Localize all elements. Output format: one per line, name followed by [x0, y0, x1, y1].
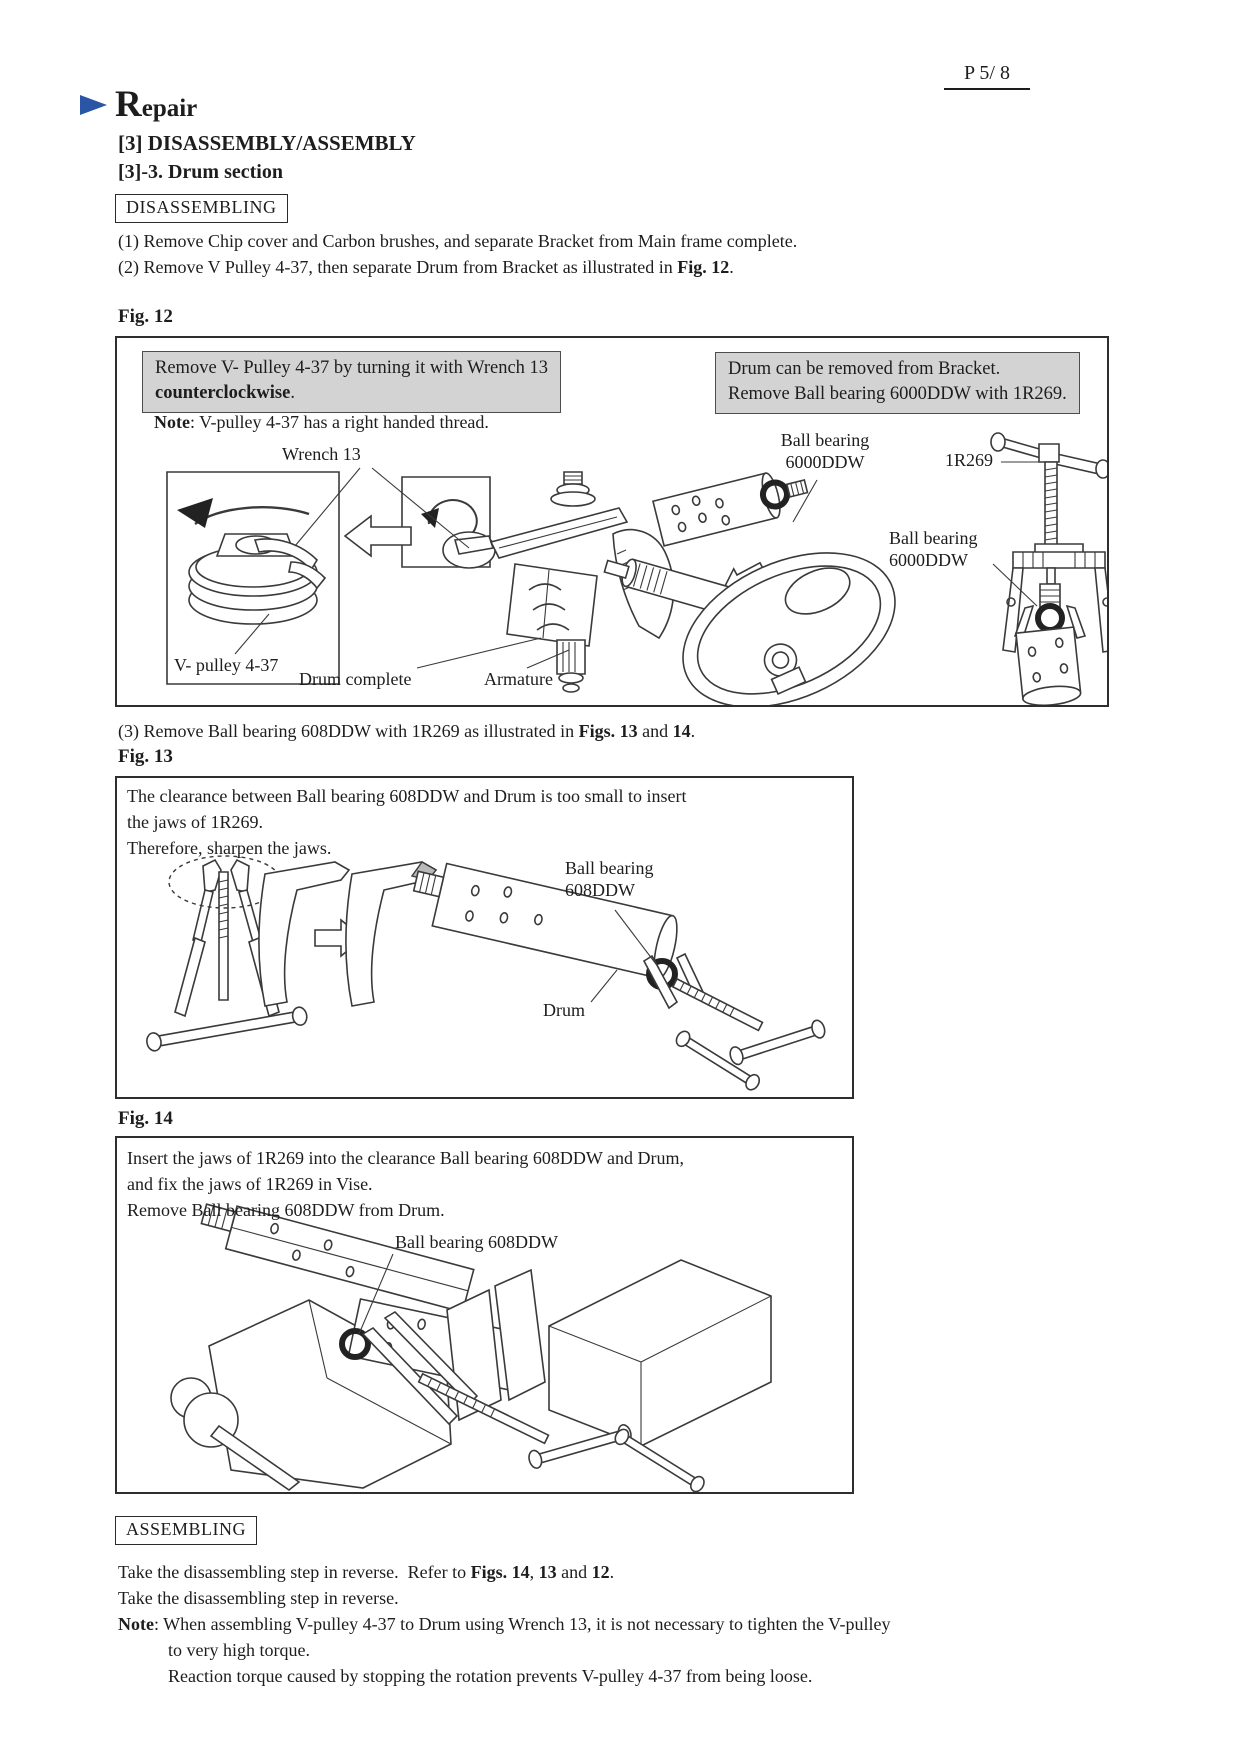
fig14-text-line2: and fix the jaws of 1R269 in Vise.	[127, 1174, 373, 1194]
fig12-v-pulley-label: V- pulley 4-37	[174, 655, 279, 675]
fig12-ball-bearing-label-1: Ball bearing 6000DDW	[780, 430, 870, 472]
fig14-text-line1: Insert the jaws of 1R269 into the clearance Ball bearing 608DDW and Drum,	[127, 1148, 685, 1168]
fig13-box	[115, 776, 854, 1099]
section-subtitle: [3]-3. Drum section	[118, 161, 283, 183]
fig12-drum-complete-label: Drum complete	[299, 669, 412, 689]
fig12-note: Note: V-pulley 4-37 has a right handed thread.	[154, 412, 489, 432]
fig12-callout-left: Remove V- Pulley 4-37 by turning it with Wrench 13 counterclockwise.	[142, 351, 561, 413]
repair-title-rest: epair	[141, 95, 198, 122]
repair-title-initial: R	[115, 84, 142, 125]
fig12-1r269-label: 1R269	[945, 450, 994, 470]
fig12-armature-label: Armature	[484, 669, 553, 689]
fig12-wrench-label: Wrench 13	[282, 444, 361, 464]
section-title: [3] DISASSEMBLY/ASSEMBLY	[118, 131, 416, 155]
disassembling-badge: DISASSEMBLING	[115, 194, 288, 223]
assembling-line2: Take the disassembling step in reverse.	[118, 1588, 399, 1608]
assembling-note: Note: When assembling V-pulley 4-37 to Drum using Wrench 13, it is not necessary to tighten the V-pulley	[118, 1614, 891, 1634]
assembling-line1: Take the disassembling step in reverse. Refer to Figs. 14, 13 and 12.	[118, 1562, 615, 1582]
step-2: (2) Remove V Pulley 4-37, then separate Drum from Bracket as illustrated in Fig. 12.	[118, 257, 734, 277]
page-number: P 5/ 8	[944, 62, 1030, 90]
fig12-ball-bearing-label-2: Ball bearing 6000DDW	[889, 528, 978, 570]
fig13-text-line1: The clearance between Ball bearing 608DDW and Drum is too small to insert	[127, 786, 687, 806]
assembling-note-line2: to very high torque.	[168, 1640, 310, 1660]
fig14-label: Fig. 14	[118, 1108, 173, 1129]
step-1: (1) Remove Chip cover and Carbon brushes, and separate Bracket from Main frame complete.	[118, 231, 798, 251]
fig13-drum-label: Drum	[543, 1000, 585, 1020]
fig13-text-line2: the jaws of 1R269.	[127, 812, 263, 832]
fig14-box	[115, 1136, 854, 1494]
repair-header	[80, 86, 197, 123]
fig13-label: Fig. 13	[118, 746, 173, 767]
assembling-badge: ASSEMBLING	[115, 1516, 257, 1545]
blue-arrow-icon	[80, 95, 107, 115]
step-3: (3) Remove Ball bearing 608DDW with 1R269 as illustrated in Figs. 13 and 14.	[118, 721, 696, 741]
fig13-text-line3: Therefore, sharpen the jaws.	[127, 838, 332, 858]
fig14-ball-bearing-label: Ball bearing 608DDW	[395, 1232, 558, 1252]
fig13-ball-bearing-label: Ball bearing 608DDW	[565, 858, 654, 900]
fig12-label: Fig. 12	[118, 306, 173, 327]
fig12-box	[115, 336, 1109, 707]
assembling-note-line3: Reaction torque caused by stopping the rotation prevents V-pulley 4-37 from being loose.	[168, 1666, 813, 1686]
fig12-callout-right: Drum can be removed from Bracket. Remove Ball bearing 6000DDW with 1R269.	[715, 352, 1080, 414]
fig14-text-line3: Remove Ball bearing 608DDW from Drum.	[127, 1200, 445, 1220]
